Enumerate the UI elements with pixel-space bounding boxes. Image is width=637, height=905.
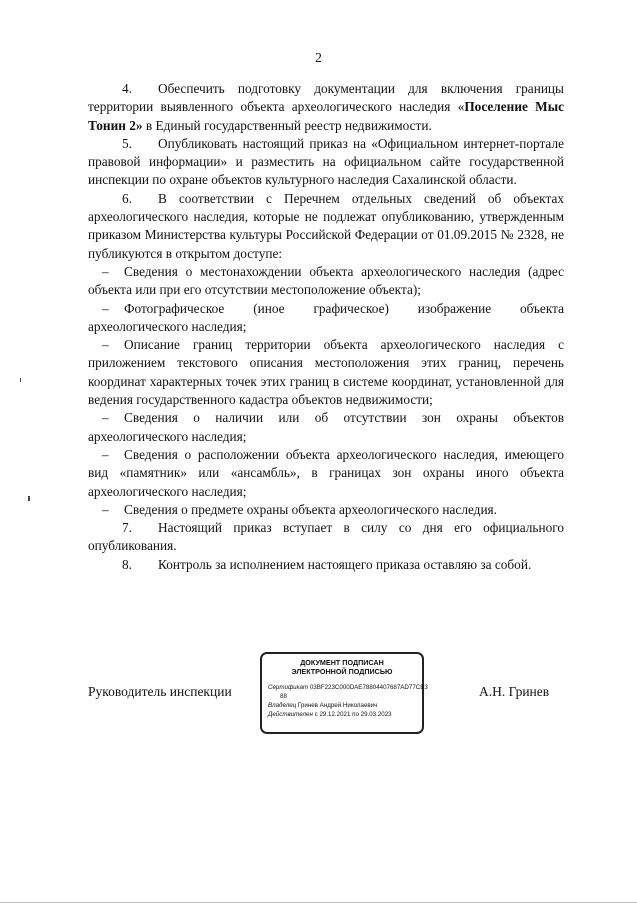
list-item <box>88 446 564 501</box>
list-item <box>88 501 564 519</box>
paragraph-number: 8. <box>122 556 132 572</box>
paragraph-text: в Единый государственный реестр недвижимости. <box>142 117 432 133</box>
dash-bullet: – <box>102 300 109 316</box>
scan-mark <box>28 496 30 501</box>
paragraph-number: 5. <box>122 135 132 151</box>
paragraph-text: В соответствии с Перечнем отдельных сведений об объектах археологического наследия, которые не подлежат опубликованию, утвержденным приказом Министерства культуры Российской Федерации от 01.09.2015 № 2328, не публикуются в открытом доступе: <box>88 190 564 261</box>
stamp-header <box>268 659 416 676</box>
paragraph-number: 7. <box>122 520 132 536</box>
stamp-certificate <box>268 684 428 692</box>
list-item <box>88 300 564 337</box>
stamp-label: Владелец <box>268 702 297 709</box>
list-item-text: Описание границ территории объекта археологического наследия с приложением текстового описания местоположения этих границ, перечень координат характерных точек этих границ в системе координат, установленной для ведения государственного кадастра объектов недвижимости; <box>88 337 564 408</box>
list-item <box>88 336 564 409</box>
list-item <box>88 409 564 446</box>
paragraph-number: 6. <box>122 190 132 206</box>
paragraph-text: Опубликовать настоящий приказ на «Официальном интернет-портале правовой информации» и разместить на официальном сайте государственной инспекции по охране объектов культурного наследия Сахалинской области. <box>88 135 564 188</box>
stamp-header-line: ЭЛЕКТРОННОЙ ПОДПИСЬЮ <box>291 666 393 676</box>
scan-mark <box>20 378 21 382</box>
scan-edge-line <box>0 902 637 903</box>
paragraph-6 <box>88 190 564 263</box>
signer-title: Руководитель инспекции <box>88 684 232 699</box>
list-item-text: Сведения о местонахождении объекта археологического наследия (адрес объекта или при его отсутствии местоположение объекта); <box>88 263 564 298</box>
stamp-value: с 29.12.2021 по 29.03.2023 <box>314 711 392 718</box>
dash-bullet: – <box>102 263 109 279</box>
paragraph-text: Настоящий приказ вступает в силу со дня его официального опубликования. <box>88 520 564 554</box>
paragraph-4 <box>88 80 564 135</box>
paragraph-7 <box>88 519 564 556</box>
list-item-text: Сведения о предмете охраны объекта археологического наследия. <box>124 501 498 517</box>
stamp-header-line: ДОКУМЕНТ ПОДПИСАН <box>300 658 384 667</box>
dash-bullet: – <box>102 410 109 426</box>
document-body <box>88 80 564 574</box>
dash-bullet: – <box>102 446 109 462</box>
paragraph-8 <box>88 556 564 574</box>
electronic-signature-stamp <box>260 652 428 734</box>
paragraph-number: 4. <box>122 81 132 96</box>
stamp-value: Гринев Андрей Николаевич <box>297 702 378 709</box>
page-number: 2 <box>315 50 322 65</box>
object-name: Поселение Мыс Тонин 2» <box>88 99 564 133</box>
dash-bullet: – <box>102 501 109 517</box>
list-item-text: Фотографическое (иное графическое) изображение объекта археологического наследия; <box>88 300 564 334</box>
stamp-owner <box>268 702 416 710</box>
stamp-value: 03BF223C000DAE78804407687AD77CB3 <box>309 684 428 691</box>
signer-name: А.Н. Гринев <box>479 684 550 699</box>
paragraph-text: Обеспечить подготовку документации для включения границы территории выявленного объекта археологического наследия « <box>88 81 564 115</box>
paragraph-5 <box>88 135 564 190</box>
paragraph-text: Контроль за исполнением настоящего приказа оставляю за собой. <box>158 556 532 572</box>
dash-bullet: – <box>102 337 109 353</box>
list-item <box>88 263 564 300</box>
list-item-text: Сведения о расположении объекта археологического наследия, имеющего вид «памятник» или «ансамбль», в границах зон охраны иного объекта археологического наследия; <box>88 446 564 499</box>
stamp-label: Действителен <box>268 711 313 718</box>
stamp-certificate-cont: 88 <box>280 693 287 700</box>
stamp-validity <box>268 711 416 719</box>
list-item-text: Сведения о наличии или об отсутствии зон охраны объектов археологического наследия; <box>88 410 564 444</box>
stamp-label: Сертификат <box>268 684 309 691</box>
